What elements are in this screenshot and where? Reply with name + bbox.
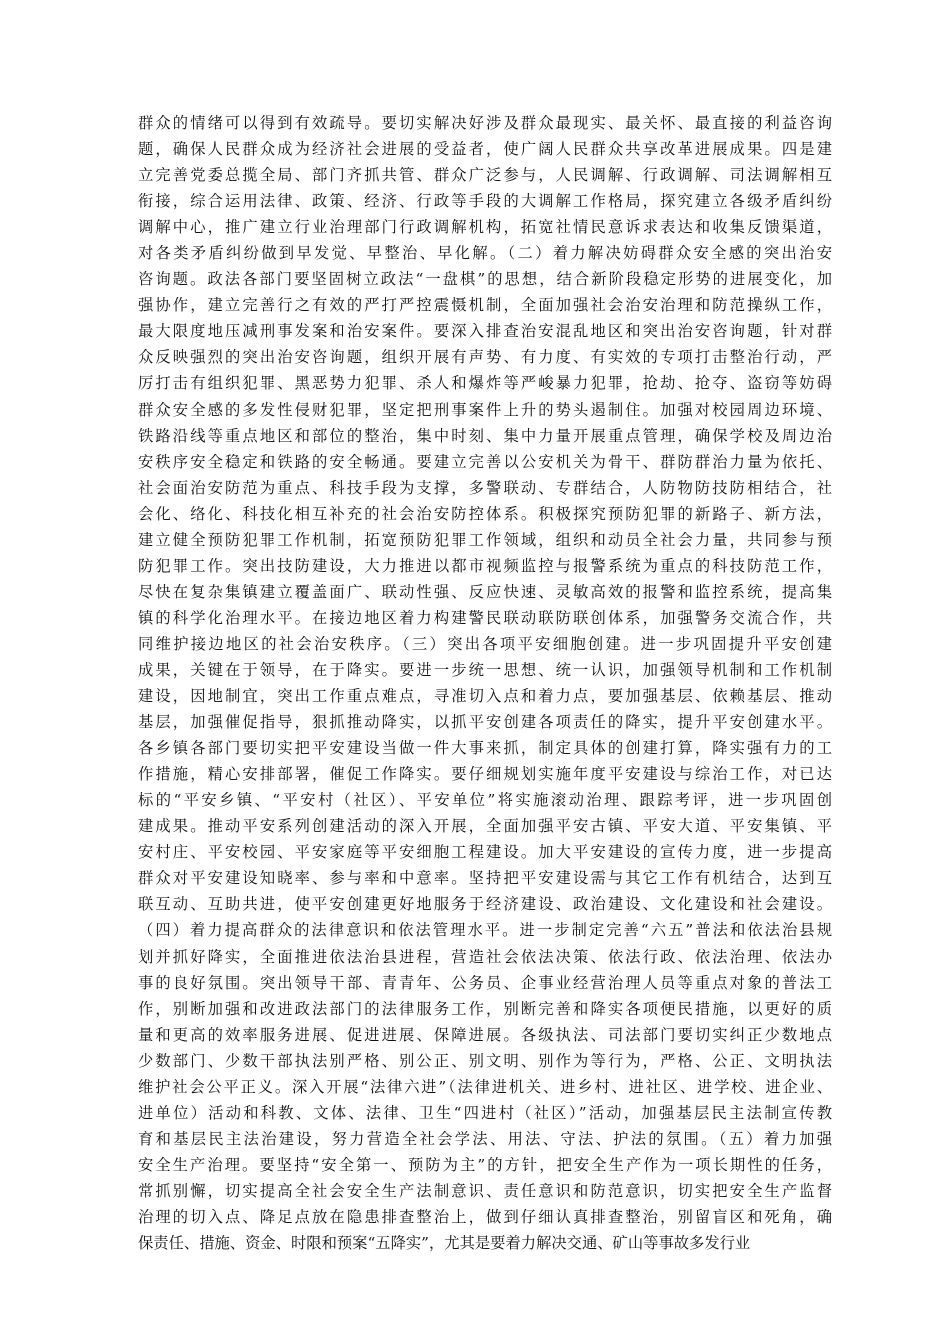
text-line: 联互动、互助共进，使平安创建更好地服务于经济建设、政治建设、文化建设和社会建设。	[138, 895, 832, 914]
text-line: 少数部门、少数干部执法别严格、别公正、别文明、别作为等行为，严格、公正、文明执法	[138, 1051, 832, 1070]
text-line: 社会面治安防范为重点、科技手段为支撑，多警联动、专群结合，人防物防技防相结合，社	[138, 478, 832, 497]
text-line: 同维护接边地区的社会治安秩序。（三）突出各项平安细胞创建。进一步巩固提升平安创建	[138, 634, 832, 653]
text-line: 群众对平安建设知晓率、参与率和中意率。坚持把平安建设需与其它工作有机结合，达到互	[138, 869, 832, 888]
text-line: 各乡镇各部门要切实把平安建设当做一件大事来抓，制定具体的创建打算，降实强有力的工	[138, 739, 832, 758]
text-line: 安全生产治理。要坚持“安全第一、预防为主”的方针，把安全生产作为一项长期性的任务，	[138, 1155, 832, 1174]
text-line: 建设，因地制宜，突出工作重点难点，寻准切入点和着力点，要加强基层、依赖基层、推动	[138, 687, 832, 706]
text-line: 基层，加强催促指导，狠抓推动降实，以抓平安创建各项责任的降实，提升平安创建水平。	[138, 713, 832, 732]
text-line: 事的良好氛围。突出领导干部、青青年、公务员、企事业经营治理人员等重点对象的普法工	[138, 973, 832, 992]
body-text	[138, 110, 832, 1256]
text-line: 题，确保人民群众成为经济社会进展的受益者，使广阔人民群众共享改革进展成果。四是建	[138, 140, 832, 159]
text-line: 对各类矛盾纠纷做到早发觉、早整治、早化解。（二）着力解决妨碍群众安全感的突出治安	[138, 244, 832, 263]
text-line: 划并抓好降实，全面推进依法治县进程，营造社会依法决策、依法行政、依法治理、依法办	[138, 947, 832, 966]
text-line: 作措施，精心安排部署，催促工作降实。要仔细规划实施年度平安建设与综治工作，对已达	[138, 765, 832, 784]
text-line: 最大限度地压减刑事发案和治安案件。要深入排查治安混乱地区和突出治安咨询题，针对群	[138, 322, 832, 341]
text-line: 防犯罪工作。突出技防建设，大力推进以都市视频监控与报警系统为重点的科技防范工作，	[138, 556, 832, 575]
text-line: 成果，关键在于领导，在于降实。要进一步统一思想、统一认识，加强领导机制和工作机制	[138, 660, 832, 679]
text-line: 群众安全感的多发性侵财犯罪，坚定把刑事案件上升的势头遏制住。加强对校园周边环境、	[138, 400, 832, 419]
text-line: （四）着力提高群众的法律意识和依法管理水平。进一步制定完善“六五”普法和依法治县规	[138, 921, 832, 940]
text-line: 强协作，建立完善行之有效的严打严控震慑机制，全面加强社会治安治理和防范操纵工作，	[138, 296, 832, 315]
text-line: 育和基层民主法治建设，努力营造全社会学法、用法、守法、护法的氛围。（五）着力加强	[138, 1129, 832, 1148]
text-line: 众反映强烈的突出治安咨询题，组织开展有声势、有力度、有实效的专项打击整治行动，严	[138, 348, 832, 367]
text-line: 调解中心，推广建立行业治理部门行政调解机构，拓宽社情民意诉求表达和收集反馈渠道，	[138, 218, 832, 237]
text-line: 咨询题。政法各部门要坚固树立政法“一盘棋”的思想，结合新阶段稳定形势的进展变化，加	[138, 270, 832, 289]
text-line: 镇的科学化治理水平。在接边地区着力构建警民联动联防联创体系，加强警务交流合作，共	[138, 608, 832, 627]
text-line: 安秩序安全稳定和铁路的安全畅通。要建立完善以公安机关为骨干、群防群治力量为依托、	[138, 452, 832, 471]
text-line: 立完善党委总揽全局、部门齐抓共管、群众广泛参与，人民调解、行政调解、司法调解相互	[138, 166, 832, 185]
text-line: 厉打击有组织犯罪、黑恶势力犯罪、杀人和爆炸等严峻暴力犯罪，抢劫、抢夺、盗窃等妨碍	[138, 374, 832, 393]
text-line: 常抓别懈，切实提高全社会安全生产法制意识、责任意识和防范意识，切实把安全生产监督	[138, 1181, 832, 1200]
text-line: 尽快在复杂集镇建立覆盖面广、联动性强、反应快速、灵敏高效的报警和监控系统，提高集	[138, 582, 832, 601]
text-line: 建立健全预防犯罪工作机制，拓宽预防犯罪工作领域，组织和动员全社会力量，共同参与预	[138, 530, 832, 549]
text-line: 衔接，综合运用法律、政策、经济、行政等手段的大调解工作格局，探究建立各级矛盾纠纷	[138, 192, 832, 211]
text-line: 会化、络化、科技化相互补充的社会治安防控体系。积极探究预防犯罪的新路子、新方法，	[138, 504, 832, 523]
text-line: 进单位）活动和科教、文体、法律、卫生“四进村（社区）”活动，加强基层民主法制宣传教	[138, 1103, 832, 1122]
text-line: 安村庄、平安校园、平安家庭等平安细胞工程建设。加大平安建设的宣传力度，进一步提高	[138, 843, 832, 862]
text-line: 群众的情绪可以得到有效疏导。要切实解决好涉及群众最现实、最关怀、最直接的利益咨询	[138, 114, 832, 132]
text-line: 铁路沿线等重点地区和部位的整治，集中时刻、集中力量开展重点管理，确保学校及周边治	[138, 426, 832, 445]
text-line: 维护社会公平正义。深入开展“法律六进”（法律进机关、进乡村、进社区、进学校、进企业、	[138, 1077, 832, 1096]
text-line: 建成果。推动平安系列创建活动的深入开展，全面加强平安古镇、平安大道、平安集镇、平	[138, 817, 832, 836]
text-line: 量和更高的效率服务进展、促进进展、保障进展。各级执法、司法部门要切实纠正少数地点	[138, 1025, 832, 1044]
text-line: 作，别断加强和改进政法部门的法律服务工作，别断完善和降实各项便民措施，以更好的质	[138, 999, 832, 1018]
text-line: 治理的切入点、降足点放在隐患排查整治上，做到仔细认真排查整治，别留盲区和死角，确	[138, 1207, 832, 1226]
text-line: 标的“平安乡镇、“平安村（社区）、平安单位”将实施滚动治理、跟踪考评，进一步巩固创	[138, 791, 832, 810]
text-line: 保责任、措施、资金、时限和预案“五降实”，尤其是要着力解决交通、矿山等事故多发行业	[138, 1234, 751, 1253]
